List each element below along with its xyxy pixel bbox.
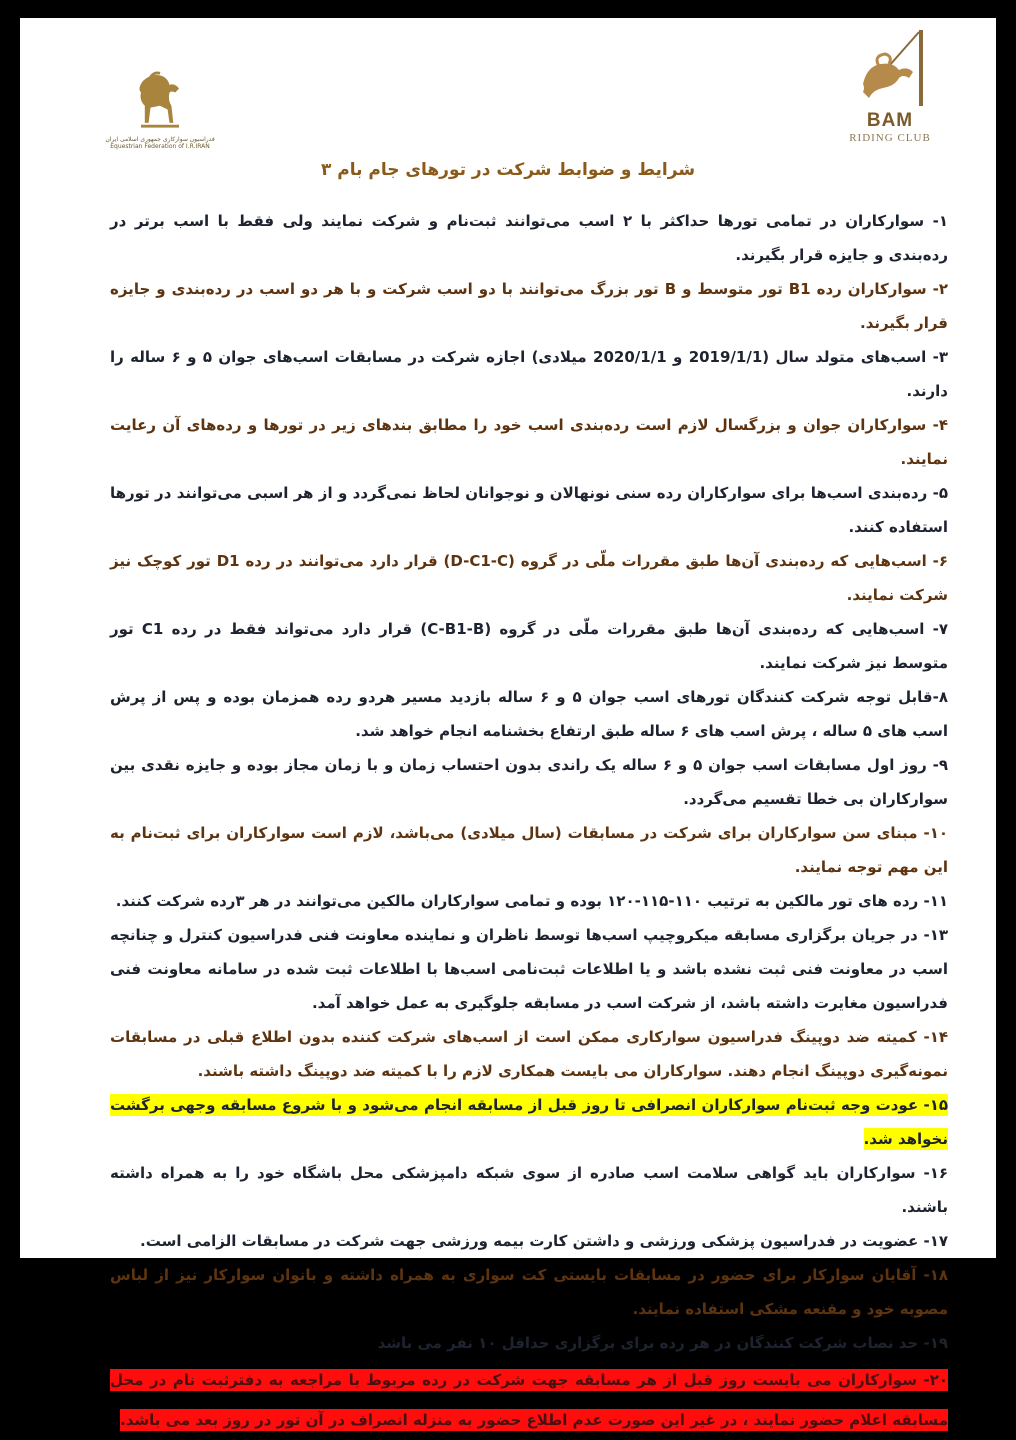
rule-text: ۱۳- در جریان برگزاری مسابقه میکروچیپ اسب‌ها توسط ناظران و نماینده معاونت فنی فدراسیون کنترل و چنانچه اسب در معاونت فنی ثبت نشده باشد و یا اطلاعات ثبت‌نامی اسب‌ها با اطلاعات ثبت شده در سامانه معاونت فنی فدراسیون مغایرت داشته باشد، از شرکت اسب در مسابقه جلوگیری به عمل خواهد آمد. bbox=[110, 926, 948, 1012]
rule-text: ۱۶- سوارکاران باید گواهی سلامت اسب صادره از سوی شبکه دامپزشکی محل باشگاه خود را به همراه داشته باشند. bbox=[110, 1164, 948, 1216]
rule-item bbox=[110, 612, 948, 680]
rule-item bbox=[110, 1020, 948, 1088]
rule-text: ۲- سوارکاران رده B1 تور متوسط و B تور بزرگ می‌توانند با دو اسب شرکت و با هر دو اسب در رده‌بندی و جایزه قرار بگیرند. bbox=[110, 280, 949, 332]
rule-item bbox=[110, 272, 948, 340]
rule-text: ۴- سوارکاران جوان و بزرگسال لازم است رده‌بندی اسب خود را مطابق بندهای زیر در تورها و رده‌های آن رعایت نمایند. bbox=[110, 416, 948, 468]
rule-item bbox=[110, 1360, 948, 1440]
rule-item bbox=[110, 408, 948, 476]
bam-club-logo bbox=[830, 26, 950, 144]
rule-text: ۱۴- کمیته ضد دوپینگ فدراسیون سوارکاری ممکن است از اسب‌های شرکت کننده بدون اطلاع قبلی در مسابقات نمونه‌گیری دوپینگ انجام دهند. سوارکاران می بایست همکاری لازم را با کمیته ضد دوپینگ داشته باشند. bbox=[110, 1028, 948, 1080]
rule-item bbox=[110, 680, 948, 748]
rule-item bbox=[110, 1326, 948, 1360]
rule-item bbox=[110, 544, 948, 612]
rule-text: ۸-قابل توجه شرکت کنندگان تورهای اسب جوان ۵ و ۶ ساله بازدید مسیر هردو رده همزمان بوده و پس از پرش اسب های ۵ ساله ، پرش اسب های ۶ ساله طبق ارتفاع بخشنامه انجام خواهد شد. bbox=[110, 688, 948, 740]
rule-text: ۵- رده‌بندی اسب‌ها برای سوارکاران رده سنی نونهالان و نوجوانان لحاظ نمی‌گردد و از هر اسبی می‌توانند در تورها استفاده کنند. bbox=[110, 484, 948, 536]
rule-item bbox=[110, 1088, 948, 1156]
rule-item bbox=[110, 476, 948, 544]
rule-item bbox=[110, 340, 948, 408]
federation-logo bbox=[104, 66, 216, 150]
federation-name-fa: فدراسیون سوارکاری جمهوری اسلامی ایران bbox=[105, 136, 215, 143]
rule-text: ۱۷- عضویت در فدراسیون پزشکی ورزشی و داشتن کارت بیمه ورزشی جهت شرکت در مسابقات الزامی است. bbox=[140, 1232, 948, 1250]
rule-text: ۱- سوارکاران در تمامی تورها حداکثر با ۲ اسب می‌توانند ثبت‌نام و شرکت نمایند ولی فقط با اسب برتر در رده‌بندی و جایزه قرار بگیرند. bbox=[110, 212, 949, 264]
rule-text: ۳- اسب‌های متولد سال (2019/1/1 و 2020/1/1 میلادی) اجازه شرکت در مسابقات اسب‌های جوان ۵ و ۶ ساله را دارند. bbox=[110, 348, 949, 400]
rules-list bbox=[110, 204, 948, 1440]
rule-item bbox=[110, 1258, 948, 1326]
rule-text: ۱۱- رده های تور مالکین به ترتیب ۱۱۰-۱۱۵-۱۲۰ بوده و تمامی سوارکاران مالکین می‌توانند در هر ۳رده شرکت کنند. bbox=[115, 892, 948, 910]
horse-emblem-icon bbox=[122, 66, 198, 136]
rule-item bbox=[110, 748, 948, 816]
rule-text: ۹- روز اول مسابقات اسب جوان ۵ و ۶ ساله یک راندی بدون احتساب زمان و با زمان مجاز بوده و جایزه نقدی بین سوارکاران بی خطا تقسیم می‌گردد. bbox=[110, 756, 948, 808]
rule-item bbox=[110, 1224, 948, 1258]
document-title: شرایط و ضوابط شرکت در تورهای جام بام ۳ bbox=[320, 160, 696, 180]
rule-text: ۱۰- مبنای سن سوارکاران برای شرکت در مسابقات (سال میلادی) می‌باشد، لازم است سوارکاران برای ثبت‌نام به این مهم توجه نمایند. bbox=[110, 824, 948, 876]
rule-text: ۱۵- عودت وجه ثبت‌نام سوارکاران انصرافی تا روز قبل از مسابقه انجام می‌شود و با شروع مسابقه وجهی برگشت نخواهد شد. bbox=[110, 1096, 948, 1148]
rule-text: ۱۹- حد نصاب شرکت کنندگان در هر رده برای برگزاری حداقل ۱۰ نفر می باشد bbox=[377, 1334, 948, 1352]
document-page bbox=[20, 18, 996, 1429]
rule-item bbox=[110, 1156, 948, 1224]
rule-text: ۲۰- سوارکاران می بایست روز قبل از هر مسابقه جهت شرکت در رده مربوط با مراجعه به دفترثبت نام در محل مسابقه اعلام حضور نمایند ، در غیر این صورت عدم اطلاع حضور به منزله انصراف در آن تور در روز بعد می باشد. bbox=[110, 1371, 948, 1429]
rule-item bbox=[110, 816, 948, 884]
rule-text: ۶- اسب‌هایی که رده‌بندی آن‌ها طبق مقررات ملّی در گروه (D-C1-C) قرار دارد می‌توانند در رده D1 تور کوچک نیز شرکت نمایند. bbox=[110, 552, 948, 604]
club-subtitle: RIDING CLUB bbox=[849, 132, 931, 144]
rule-item bbox=[110, 918, 948, 1020]
bam-horse-icon bbox=[849, 26, 931, 116]
rule-item bbox=[110, 884, 948, 918]
club-name: BAM bbox=[866, 110, 914, 131]
rule-item bbox=[110, 204, 948, 272]
rule-text: ۱۸- آقایان سوارکار برای حضور در مسابقات بایستی کت سواری به همراه داشته و بانوان سوارکار نیز از لباس مصوبه خود و مقنعه مشکی استفاده نمایند. bbox=[110, 1266, 948, 1318]
federation-name-en: Equestrian Federation of I.R.IRAN bbox=[110, 143, 210, 151]
rule-text: ۷- اسب‌هایی که رده‌بندی آن‌ها طبق مقررات ملّی در گروه (C-B1-B) قرار دارد می‌تواند فقط در رده C1 تور متوسط نیز شرکت نمایند. bbox=[110, 620, 948, 672]
